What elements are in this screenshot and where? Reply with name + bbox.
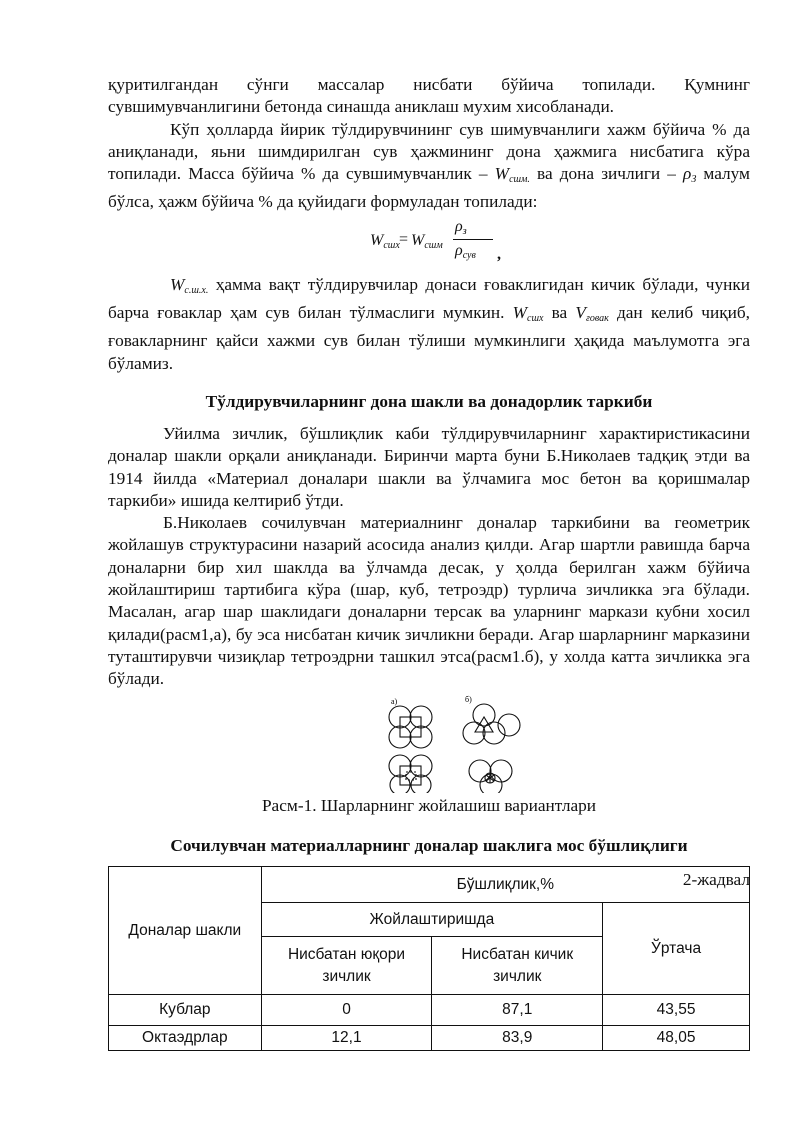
paragraph-5: Б.Николаев сочилувчан материалнинг доналар таркибини ва геометрик жойлашув структурасини назарий асосида анализ қилди. Агар шартли равишда барча доналарни бир хил шаклда ва ўлчамда десак, у ҳолда берилган хажм бўйича жойлаштириш тартибига кўра (шар, куб, тетроэдр) турлича зичликка эга бўлади. Масалан, агар шар шаклидаги доналарни терсак ва уларнинг маркази кубни хосил қилади(расм1,а), бу эса нисбатан кичик зичликни беради. Агар шарларнинг марказини туташтирувчи чизиқлар тетроэдрни ташкил этса(расм1.б), у холда катта зичликка эга бўлади. (108, 513, 750, 689)
header-voids: Бўшлиқлик,% (261, 867, 749, 903)
table-row: Кублар 0 87,1 43,55 (109, 995, 750, 1026)
header-low-density: Нисбатан кичик зичлик (432, 937, 603, 995)
sphere-packing-figure (108, 695, 750, 793)
table-heading: Сочилувчан материалларнинг доналар шаклига мос бўшлиқлиги (170, 835, 688, 855)
header-placement: Жойлаштиришда (261, 903, 602, 937)
header-high-density: Нисбатан юқори зичлик (261, 937, 432, 995)
document-body (108, 74, 750, 901)
paragraph-2: Кўп ҳолларда йирик тўлдирувчининг сув шимувчанлиги хажм бўйича % да аниқланади, яьни шимдирилган сув ҳажмининг дона ҳажмига нисбатига кўра топилади. Масса бўйича % да сувшимувчанлик – $W_{сшм.}$ ва дона зичлиги – $\rho_З$ малум бўлса, ҳажм бўйича % да қуйидаги формуладан топилади: (108, 119, 750, 212)
voids-table (108, 866, 750, 1051)
figure-label-b: б) (465, 694, 472, 704)
header-shape: Доналар шакли (109, 867, 262, 995)
paragraph-3: $W_{с.ш.х.}$ ҳамма вақт тўлдирувчилар донаси ғоваклигидан кичик бўлади, чунки барча ғоваклар ҳам сув билан тўлмаслиги мумкин. $W_{сшх}$ ва $V_{ғовак}$ дан келиб чиқиб, ғовакларнинг қайси хажми сув билан тўлиши мумкинлиги ҳақида маълумотга эга бўламиз. (108, 274, 750, 373)
paragraph-1: қуритилгандан сўнги массалар нисбати бўйича топилади. Қумнинг сувшимувчанлигини бетонда синашда аниклаш мухим хисобланади. (108, 75, 750, 117)
sphere-packing-diagram (108, 695, 750, 793)
table-row: Октаэдрлар 12,1 83,9 48,05 (109, 1026, 750, 1051)
figure-caption: Расм-1. Шарларнинг жойлашиш вариантлари (261, 795, 597, 815)
paragraph-4: Уйилма зичлик, бўшлиқлик каби тўлдирувчиларнинг характиристикасини доналар шакли орқали аниқланади. Биринчи марта буни Б.Николаев тадқиқ этди ва 1914 йилда «Материал доналари шакли ва ўлчамига мос бетон ва қоришмалар таркиби» ишида келтириб ўтди. (108, 423, 750, 510)
table-number: 2-жадвал (682, 869, 750, 889)
header-average: Ўртача (603, 903, 750, 995)
figure-label-a: а) (391, 696, 398, 706)
water-absorption-formula: $W_{сшх}$ = $W_{сшм}$ $\rho_з$ $\rho_{сув}$ , (370, 217, 501, 263)
section-heading: Тўлдирувчиларнинг дона шакли ва донадорлик таркиби (205, 391, 653, 411)
